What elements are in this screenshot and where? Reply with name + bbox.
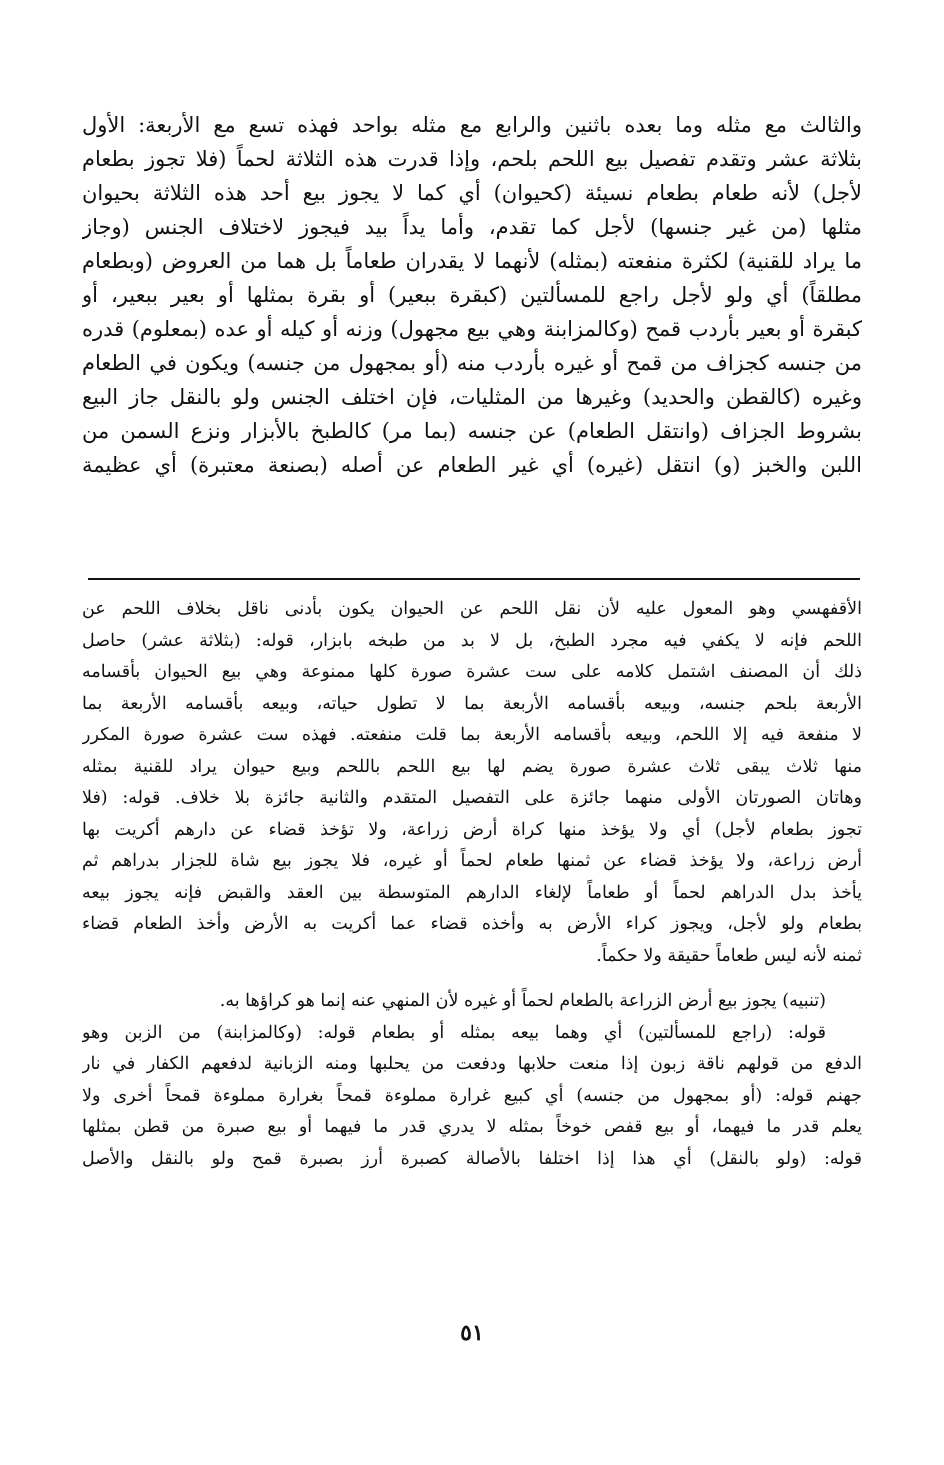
note-line: قوله: (راجع للمسألتين) أي وهما بيعه بمثله أو بطعام قوله: (وكالمزابنة) من الزبن وهو	[82, 1022, 826, 1043]
footnote-line: وهاتان الصورتان الأولى منهما جائزة على التفصيل المتقدم والثانية جائزة بلا خلاف. قوله: (فلا	[82, 788, 862, 808]
footnote-line: منها ثلاث يبقى ثلاث عشرة صورة يضم لها بيع اللحم باللحم وبيع حيوان يراد للقنية بمثله	[82, 756, 862, 777]
note-line: جهنم قوله: (أو بمجهول من جنسه) أي كبيع غرارة مملوءة قمحاً بغرارة مملوءة قمحاً أخرى ولا	[82, 1085, 862, 1106]
footnote-line: بطعام ولو لأجل، ويجوز كراء الأرض به وأخذه قضاء عما أكريت به الأرض وأخذ الطعام قضاء	[82, 914, 862, 934]
main-line: لأجل) لأنه طعام بطعام نسيئة (كحيوان) أي كما لا يجوز بيع أحد هذه الثلاثة بحيوان	[82, 181, 862, 205]
note-line: (تنبيه) يجوز بيع أرض الزراعة بالطعام لحماً أو غيره لأن المنهي عنه إنما هو كراؤها به.	[219, 991, 826, 1011]
main-line: والثالث مع مثله وما بعده باثنين والرابع مع مثله بواحد فهذه تسع مع الأربعة: الأول	[82, 113, 862, 137]
paragraph-gap	[82, 972, 862, 986]
note-line: الدفع من قولهم ناقة زبون إذا منعت حلابها ودفعت من يحلبها ومنه الزبانية لدفعهم الكفار في نار	[82, 1054, 862, 1074]
main-line: بثلاثة عشر وتقدم تفصيل بيع اللحم بلحم، وإذا قدرت هذه الثلاثة لحماً (فلا تجوز بطعام	[82, 147, 862, 171]
footnote-line: يأخذ بدل الدراهم لحماً أو طعاماً لإلغاء الدارهم المتوسطة بين العقد والقبض فإنه يجوز بيعه	[82, 882, 862, 903]
main-line: من جنسه كجزاف من قمح أو غيره بأردب منه (أو بمجهول من جنسه) ويكون في الطعام	[82, 351, 862, 375]
main-line: وغيره (كالقطن والحديد) وغيرها من المثليات، فإن اختلف الجنس ولو بالنقل جاز البيع	[82, 385, 862, 409]
footnote-line: اللحم فإنه لا يكفي فيه مجرد الطبخ، بل لا بد من طبخه بابزار، قوله: (بثلاثة عشر) حاصل	[82, 630, 862, 651]
main-text-block	[82, 108, 862, 482]
footnote-line: لا منفعة فيه إلا اللحم، وبيعه بأقسامه الأربعة بما قلت منفعته. فهذه ست عشرة صورة المكرر	[82, 725, 862, 745]
footnote-line: الأربعة بلحم جنسه، وبيعه بأقسامه الأربعة بما لا تطول حياته، وبيعه بأقسامه الأربعة بما	[82, 693, 862, 714]
note-line: قوله: (ولو بالنقل) أي هذا إذا اختلفا بالأصالة كصبرة أرز بصبرة قمح ولو بالنقل والأصل	[82, 1148, 862, 1169]
note-line: يعلم قدر ما فيهما، أو بيع قفص خوخاً بمثله لا يدري قدر ما فيهما أو بيع صبرة من قطن بمثلها	[82, 1117, 862, 1137]
footnote-divider	[88, 578, 860, 580]
main-line: مثلها (من غير جنسها) لأجل كما تقدم، وأما يداً بيد فيجوز لاختلاف الجنس (وجاز	[82, 215, 862, 239]
footnote-line: ثمنه لأنه ليس طعاماً حقيقة ولا حكماً.	[596, 945, 862, 966]
footnote-block	[82, 594, 862, 1175]
footnote-line: ذلك أن المصنف اشتمل كلامه على ست عشرة صورة كلها ممنوعة وهي بيع الحيوان بأقسامه	[82, 662, 862, 682]
main-line: ما يراد للقنية) لكثرة منفعته (بمثله) لأنهما لا يقدران طعاماً بل هما من العروض (وبطعام	[82, 249, 862, 273]
footnote-line: تجوز بطعام لأجل) أي ولا يؤخذ منها كراة أرض زراعة، ولا تؤخذ قضاء عن دارهم أكريت بها	[82, 819, 862, 840]
footnote-line: أرض زراعة، ولا يؤخذ قضاء عن ثمنها طعام لحماً أو غيره، فلا يجوز بيع شاة للجزار بدراهم ثم	[82, 851, 862, 871]
main-line: كبقرة أو بعير بأردب قمح (وكالمزابنة وهي بيع مجهول) وزنه أو كيله أو عده (بمعلوم) قدره	[82, 317, 862, 341]
main-line: بشروط الجزاف (وانتقل الطعام) عن جنسه (بما مر) كالطبخ بالأبزار ونزع السمن من	[82, 419, 862, 443]
page-number: ٥١	[460, 1320, 484, 1346]
footnote-line: الأقفهسي وهو المعول عليه لأن نقل اللحم عن الحيوان يكون بأدنى ناقل بخلاف اللحم عن	[82, 599, 862, 619]
main-line: مطلقاً) أي ولو لأجل راجع للمسألتين (كبقرة ببعير) أو بقرة بمثلها أو بعير ببعير، أو	[82, 283, 862, 307]
main-line: اللبن والخبز (و) انتقل (غيره) أي غير الطعام عن أصله (بصنعة معتبرة) أي عظيمة	[82, 453, 862, 477]
